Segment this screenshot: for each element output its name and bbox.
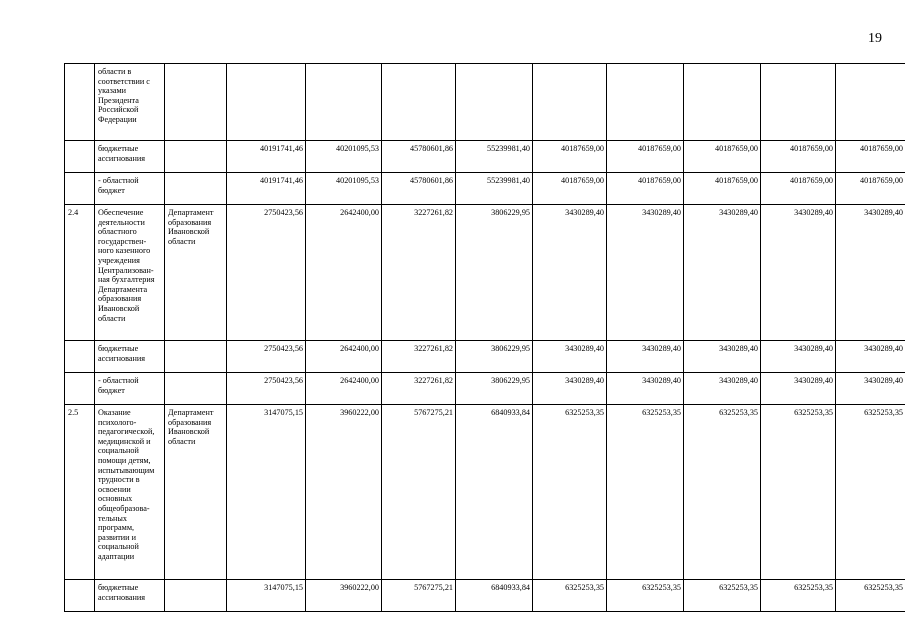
amount-cell: 40201095,53 (306, 141, 382, 173)
amount-cell: 6325253,35 (533, 405, 607, 580)
amount-cell: 40187659,00 (836, 173, 905, 205)
table-row (65, 205, 905, 341)
amount-cell: 3430289,40 (761, 373, 836, 405)
page-number: 19 (868, 31, 882, 46)
amount-cell: 3430289,40 (533, 341, 607, 373)
table-row (65, 64, 905, 141)
amount-cell: 6325253,35 (836, 580, 905, 612)
amount-cell (533, 64, 607, 141)
amount-cell: 3430289,40 (836, 205, 905, 341)
amount-cell: 40201095,53 (306, 173, 382, 205)
row-index-cell (65, 341, 95, 373)
row-description-cell: Оказание психолого- педагогической, медицинской и социальной помощи детям, испытывающим трудности в освоении основных общеобразова- тельных программ, развитии и социальной адаптации (95, 405, 165, 580)
row-description-cell: бюджетные ассигнования (95, 580, 165, 612)
amount-cell: 6325253,35 (761, 580, 836, 612)
amount-cell: 5767275,21 (382, 580, 456, 612)
amount-cell: 3430289,40 (684, 373, 761, 405)
amount-cell: 6325253,35 (607, 405, 684, 580)
amount-cell (456, 64, 533, 141)
row-index-cell (65, 64, 95, 141)
amount-cell: 3430289,40 (684, 341, 761, 373)
amount-cell: 3430289,40 (761, 205, 836, 341)
amount-cell: 40187659,00 (836, 141, 905, 173)
table-row (65, 405, 905, 580)
row-executor-cell (165, 373, 227, 405)
amount-cell: 3806229,95 (456, 341, 533, 373)
row-index-cell: 2.4 (65, 205, 95, 341)
row-description-cell: бюджетные ассигнования (95, 341, 165, 373)
amount-cell: 40187659,00 (761, 173, 836, 205)
row-executor-cell: Департамент образования Ивановской области (165, 205, 227, 341)
row-executor-cell (165, 580, 227, 612)
amount-cell: 3430289,40 (684, 205, 761, 341)
amount-cell: 2750423,56 (227, 341, 306, 373)
amount-cell (607, 64, 684, 141)
amount-cell: 3227261,82 (382, 205, 456, 341)
amount-cell: 6840933,84 (456, 405, 533, 580)
amount-cell: 6325253,35 (761, 405, 836, 580)
row-executor-cell: Департамент образования Ивановской области (165, 405, 227, 580)
amount-cell: 3960222,00 (306, 405, 382, 580)
amount-cell: 3430289,40 (761, 341, 836, 373)
row-index-cell (65, 373, 95, 405)
row-description-cell: - областной бюджет (95, 173, 165, 205)
amount-cell: 6325253,35 (533, 580, 607, 612)
row-description-cell: - областной бюджет (95, 373, 165, 405)
amount-cell: 2642400,00 (306, 373, 382, 405)
amount-cell: 2642400,00 (306, 205, 382, 341)
amount-cell: 6840933,84 (456, 580, 533, 612)
amount-cell: 40187659,00 (533, 173, 607, 205)
row-description-cell: бюджетные ассигнования (95, 141, 165, 173)
amount-cell: 3147075,15 (227, 405, 306, 580)
amount-cell: 40187659,00 (607, 173, 684, 205)
amount-cell (684, 64, 761, 141)
amount-cell: 3227261,82 (382, 373, 456, 405)
amount-cell: 6325253,35 (684, 405, 761, 580)
table-row (65, 580, 905, 612)
amount-cell: 3147075,15 (227, 580, 306, 612)
row-executor-cell (165, 141, 227, 173)
amount-cell: 2750423,56 (227, 205, 306, 341)
amount-cell: 40187659,00 (533, 141, 607, 173)
amount-cell (227, 64, 306, 141)
table-row (65, 373, 905, 405)
amount-cell: 3227261,82 (382, 341, 456, 373)
amount-cell (761, 64, 836, 141)
amount-cell (306, 64, 382, 141)
amount-cell: 6325253,35 (607, 580, 684, 612)
table-row (65, 173, 905, 205)
amount-cell: 3960222,00 (306, 580, 382, 612)
amount-cell: 3430289,40 (607, 373, 684, 405)
row-index-cell (65, 141, 95, 173)
amount-cell: 55239981,40 (456, 141, 533, 173)
row-index-cell (65, 173, 95, 205)
amount-cell: 40191741,46 (227, 141, 306, 173)
amount-cell: 3430289,40 (836, 373, 905, 405)
row-index-cell (65, 580, 95, 612)
amount-cell: 45780601,86 (382, 173, 456, 205)
row-description-cell: области в соответствии с указами Президента Российской Федерации (95, 64, 165, 141)
amount-cell: 2642400,00 (306, 341, 382, 373)
row-description-cell: Обеспечение деятельности областного государствен- ного казенного учреждения Централизован- ная бухгалтерия Департамента образования Ивановской области (95, 205, 165, 341)
amount-cell: 45780601,86 (382, 141, 456, 173)
amount-cell: 5767275,21 (382, 405, 456, 580)
amount-cell: 40187659,00 (761, 141, 836, 173)
budget-table (64, 63, 905, 612)
amount-cell: 40187659,00 (684, 141, 761, 173)
amount-cell: 40187659,00 (607, 141, 684, 173)
amount-cell: 55239981,40 (456, 173, 533, 205)
amount-cell: 6325253,35 (836, 405, 905, 580)
amount-cell: 40191741,46 (227, 173, 306, 205)
row-executor-cell (165, 173, 227, 205)
amount-cell: 3430289,40 (836, 341, 905, 373)
row-executor-cell (165, 64, 227, 141)
amount-cell: 3806229,95 (456, 205, 533, 341)
amount-cell: 3430289,40 (533, 205, 607, 341)
row-executor-cell (165, 341, 227, 373)
amount-cell: 2750423,56 (227, 373, 306, 405)
amount-cell: 40187659,00 (684, 173, 761, 205)
table-row (65, 341, 905, 373)
amount-cell: 3430289,40 (533, 373, 607, 405)
table-row (65, 141, 905, 173)
amount-cell: 3430289,40 (607, 341, 684, 373)
amount-cell: 6325253,35 (684, 580, 761, 612)
amount-cell: 3430289,40 (607, 205, 684, 341)
amount-cell: 3806229,95 (456, 373, 533, 405)
amount-cell (382, 64, 456, 141)
amount-cell (836, 64, 905, 141)
row-index-cell: 2.5 (65, 405, 95, 580)
